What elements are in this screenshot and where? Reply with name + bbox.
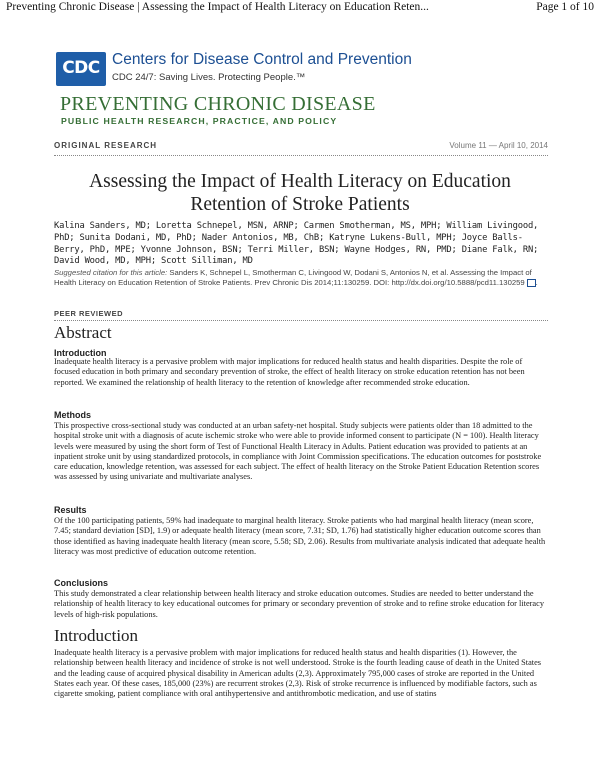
article-title: Assessing the Impact of Health Literacy on Education Retention of Stroke Patients	[89, 171, 511, 215]
introduction-text: Inadequate health literacy is a pervasive problem with major implications for reduced health status and health disparities (1). However, the relationship between health literacy and incidence of stroke is not well understood. Stroke is the fourth leading cause of death in the United States and the leading cause of acquired physical disability in American adults (2,3). Approximately 795,000 cases of stroke are reported in the United States each year. Of these cases, 185,000 (23%) are recurrent strokes (2,3). Risk of stroke recurrence is influenced by modifiable factors, such as cigarette smoking, patient compliance with oral antihypertensive and antithrombotic medication, and use of statins	[54, 648, 542, 699]
divider	[54, 320, 548, 321]
volume-date: Volume 11 — April 10, 2014	[449, 141, 548, 150]
author-list: Kalina Sanders, MD; Loretta Schnepel, MSN, ARNP; Carmen Smotherman, MS, MPH; William Livingood, PhD; Sunita Dodani, MD, PhD; Nader Antonios, MB, ChB; Katryne Lukens-Bull, MPH; Joyce Balls-Berry, PhD, MPE; Yvonne Johnson, BSN; Terri Miller, BSN; Wayne Hodges, RN, PMD; Diane Falk, RN; David Wood, MD, MPH; Scott Silliman, MD	[54, 221, 539, 267]
abstract-conclusions-text: This study demonstrated a clear relationship between health literacy and stroke education outcomes. Studies are needed to better understand the relationship of health literacy to key educational outcomes for primary or secondary prevention of stroke and to refine stroke education for literacy levels of high-risk populations.	[54, 589, 545, 619]
peer-reviewed-label: PEER REVIEWED	[54, 309, 124, 318]
introduction-heading: Introduction	[54, 626, 139, 645]
abstract-introduction-heading: Introduction	[54, 348, 107, 358]
suggested-citation: Suggested citation for this article: Sanders K, Schnepel L, Smotherman C, Livingood W, Dodani S, Antonios N, et al. Assessing the Impact of Health Literacy on Education Retention of Stroke Patients. Prev Chronic Dis 2014;11:130259. DOI: http://dx.doi.org/10.5888/pcd11.130259 .	[54, 268, 538, 288]
divider	[54, 155, 548, 156]
journal-tagline: PUBLIC HEALTH RESEARCH, PRACTICE, AND POLICY	[61, 116, 338, 126]
doi-link[interactable]: http://dx.doi.org/10.5888/pcd11.130259	[391, 278, 525, 288]
abstract-results-heading: Results	[54, 505, 87, 515]
browser-print-header	[0, 0, 600, 16]
print-header-page-number: Page 1 of 10	[536, 1, 594, 13]
cdc-name: Centers for Disease Control and Prevention	[112, 51, 412, 68]
abstract-introduction-text: Inadequate health literacy is a pervasive problem with major implications for reduced health status and health disparities. Despite the role of focused education in both primary and secondary prevention of stroke, the effect of health literacy on stroke education retention has not been reported. We examined the relationship of health literacy to the retention of knowledge after recommended stroke education.	[54, 357, 525, 387]
cdc-tagline: CDC 24/7: Saving Lives. Protecting People.™	[112, 72, 306, 83]
abstract-methods-text: This prospective cross-sectional study was conducted at an urban safety-net hospital. Study subjects were patients older than 18 admitted to the hospital stroke unit with a diagnosis of acute ischemic stroke who were able to provide informed consent to participate (N = 100). Health literacy levels were measured by using the short form of Test of Functional Health Literacy in Adults. Patient education was provided to patients at an inpatient stroke unit by using standardized protocols, in compliance with Joint Commission specifications. The education outcomes for poststroke care education, knowledge retention, was assessed for each subject. The effect of health literacy on the Stroke Patient Education Retention scores was assessed by using univariate and multivariate analyses.	[54, 421, 542, 482]
journal-name: PREVENTING CHRONIC DISEASE	[60, 93, 376, 115]
article-section-label: ORIGINAL RESEARCH	[54, 141, 158, 150]
citation-label: Suggested citation for this article:	[54, 268, 168, 277]
abstract-conclusions-heading: Conclusions	[54, 578, 109, 588]
print-header-title: Preventing Chronic Disease | Assessing the Impact of Health Literacy on Education Reten...	[6, 1, 429, 13]
citation-text: Sanders K, Schnepel L, Smotherman C, Livingood W, Dodani S, Antonios N, et al. Assessing the Impact of Health Literacy on Education Retention of Stroke Patients. Prev Chronic Dis 2014;11:130259. DOI:	[54, 268, 532, 288]
article-meta-row	[54, 141, 548, 150]
external-link-icon	[527, 279, 536, 287]
cdc-logo[interactable]	[56, 52, 106, 86]
abstract-results-text: Of the 100 participating patients, 59% had inadequate to marginal health literacy. Stroke patients who had marginal health literacy (mean score, 7.45; standard deviation [SD], 1.9) or adequate health literacy (mean score, 7.31; SD, 1.76) had statistically higher education outcome scores than those identified as having inadequate health literacy (mean score, 5.58; SD, 2.06). Results from multivariate analysis indicated that adequate health literacy was most predictive of education outcome retention.	[54, 516, 546, 556]
abstract-methods-heading: Methods	[54, 410, 91, 420]
cdc-logo-text: CDC	[62, 58, 100, 78]
abstract-heading: Abstract	[54, 323, 112, 342]
